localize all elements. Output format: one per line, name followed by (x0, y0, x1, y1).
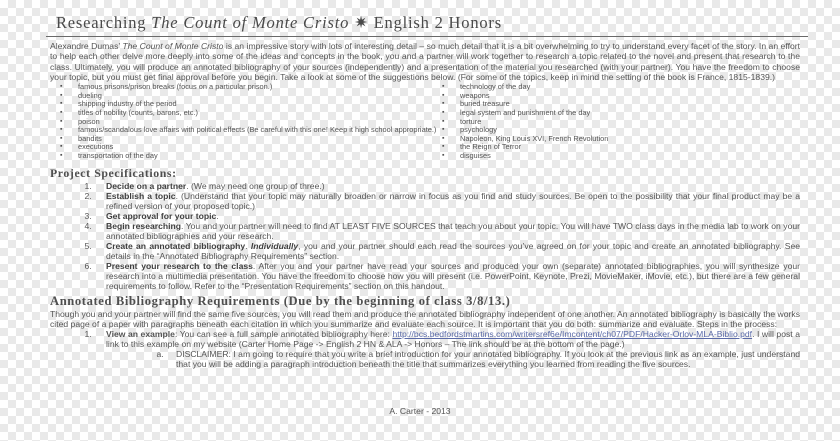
list-item: ▪ bandits (60, 135, 442, 144)
list-item: ▪ famous prisons/prison breaks (focus on a particular prison.) (60, 83, 442, 92)
list-item: ▪ executions (60, 143, 442, 152)
spec-label: Decide on a partner (106, 180, 187, 191)
list-item: ▪ legal system and punishment of the day (442, 109, 608, 118)
spec-label: Present your research to the class (106, 261, 253, 272)
spec-label: Begin researching (106, 220, 182, 231)
topic-list-left (60, 83, 442, 160)
list-item: ▪ technology of the day (442, 83, 608, 92)
spec-label: Establish a topic (106, 190, 176, 201)
list-item (94, 241, 800, 261)
annotated-steps (50, 329, 800, 369)
spec-text: . (We may need one group of three.) (186, 180, 325, 191)
topic-suggestions (60, 83, 800, 160)
spec-text: . You and your partner will need to find AT LEAST FIVE SOURCES that teach you about your topic. You will have TWO class days in the media lab to work on your annotated bibliographies and your research. (106, 220, 800, 241)
title-rule (46, 36, 808, 37)
list-item (94, 191, 800, 211)
list-item: ▪ poison (60, 118, 442, 127)
title-course: English 2 Honors (373, 13, 502, 32)
spec-label: Create an annotated bibliography (106, 241, 246, 252)
list-item: ▪ buried treasure (442, 100, 608, 109)
spec-text: . (245, 241, 251, 252)
list-item: ▪ the Reign of Terror (442, 143, 608, 152)
list-item: ▪ torture (442, 118, 608, 127)
title-prefix: Researching (56, 13, 152, 32)
list-item (94, 221, 800, 241)
list-item: ▪ disguises (442, 152, 608, 161)
list-item: ▪ weapons (442, 92, 608, 101)
spec-text: . After you and your partner have read your sources and produced your own (separate) annotated bibliographies, you will synthesize your research into a multimedia presentation. You have the freedom to choose how you will present (i.e. PowerPoint, Keynote, Prezi, MovieMaker, iMovie, etc.), but there are a few general requirements to follow. Refer to the “Presentation Requirements” section on this handout. (106, 261, 800, 292)
spec-text: , you and your partner should each read the sources you’ve agreed on for your topic and create an annotated bibliography. See details in the “Annotated Bibliography Requirements” section. (106, 241, 800, 262)
specs-list (50, 181, 800, 292)
list-item: ▪ psychology (442, 126, 608, 135)
list-item (94, 329, 800, 369)
spec-text: . (Understand that your topic may naturally broaden or narrow in focus as you find and study sources. Be open to the possibility that your final product may be a refined version of your proposed topic.) (106, 190, 800, 211)
topic-list-right (442, 83, 608, 160)
page-footer: A. Carter - 2013 (389, 406, 451, 416)
title-book: The Count of Monte Cristo (151, 13, 350, 32)
spec-text: . (216, 210, 219, 221)
list-item: ▪ transportation of the day (60, 152, 442, 161)
spec-emphasis: Individually (250, 241, 299, 252)
list-item (94, 211, 800, 221)
list-item: ▪ dueling (60, 92, 442, 101)
annotated-intro: Though you and your partner will find the same five sources, you will read them and produce the annotated bibliography independent of one another. An annotated bibliography is basically the works cited page of a paper with paragraphs beneath each citation in which you summarize and evaluate each source. It is important that you do both: summarize and evaluate. Steps in the process: (50, 308, 800, 329)
list-item: ▪ Napoleon, King Louis XVI, French Revolution (442, 135, 608, 144)
spec-label: Get approval for your topic (106, 210, 217, 221)
annotated-heading: Annotated Bibliography Requirements (Due by the beginning of class 3/8/13.) (50, 293, 511, 308)
intro-text: is an impressive story with lots of interesting detail – so much detail that it is a bit overwhelming to try to understand every facet of the story. In an effort to help each other delve more deeply into some of the ideas and concepts in the book, you and a partner will work together to research a topic related to the novel and present that research to the class. Ultimately, you will produce an annotated bibliography of your sources (independently) and a presentation of the material you researched (with your partner). You have the freedom to choose your topic, but you must get final approval before you begin. Take a look at some of the suggestions below. (For some of the topics, keep in mind the setting of the book is France, 1815-1839.) (50, 41, 800, 82)
intro-book: The Count of Monte Cristo (122, 41, 224, 51)
specs-heading: Project Specifications: (50, 165, 177, 180)
step-label: View an example (106, 329, 175, 340)
list-item (94, 261, 800, 291)
intro-author: Alexandre Dumas’ (50, 41, 120, 51)
intro-paragraph (50, 41, 800, 82)
list-item (94, 181, 800, 191)
sub-steps (106, 349, 800, 369)
list-item: ▪ famous/scandalous love affairs with political effects (Be careful with this one! Keep it high school appropriate.) (60, 126, 442, 135)
page-title (56, 12, 800, 34)
list-item: a. DISCLAIMER: I am going to require that you write a brief introduction for your annotated bibliography. If you look at the previous link as an example, just understand that you will be adding a paragraph introduction beneath the title that summarizes everything you learned from reading the five sources. (166, 349, 800, 369)
list-item: ▪ titles of nobility (counts, barons, etc.) (60, 109, 442, 118)
step-text-after: . I will post a link to this example on my website (Carter Home Page -> English 2 HN & ALA -> Honors – The link should be at the bottom of the page.) (106, 329, 800, 350)
star-icon: ✷ (354, 13, 369, 32)
step-text: : You can see a full sample annotated bibliography here: (174, 329, 390, 340)
example-link[interactable]: http://bcs.bedfordstmartins.com/writersref6e/Imcontent/ch07/PDF/Hacker-Orlov-MLA-Biblio.pdf (392, 329, 753, 340)
list-item: ▪ shipping industry of the period (60, 100, 442, 109)
